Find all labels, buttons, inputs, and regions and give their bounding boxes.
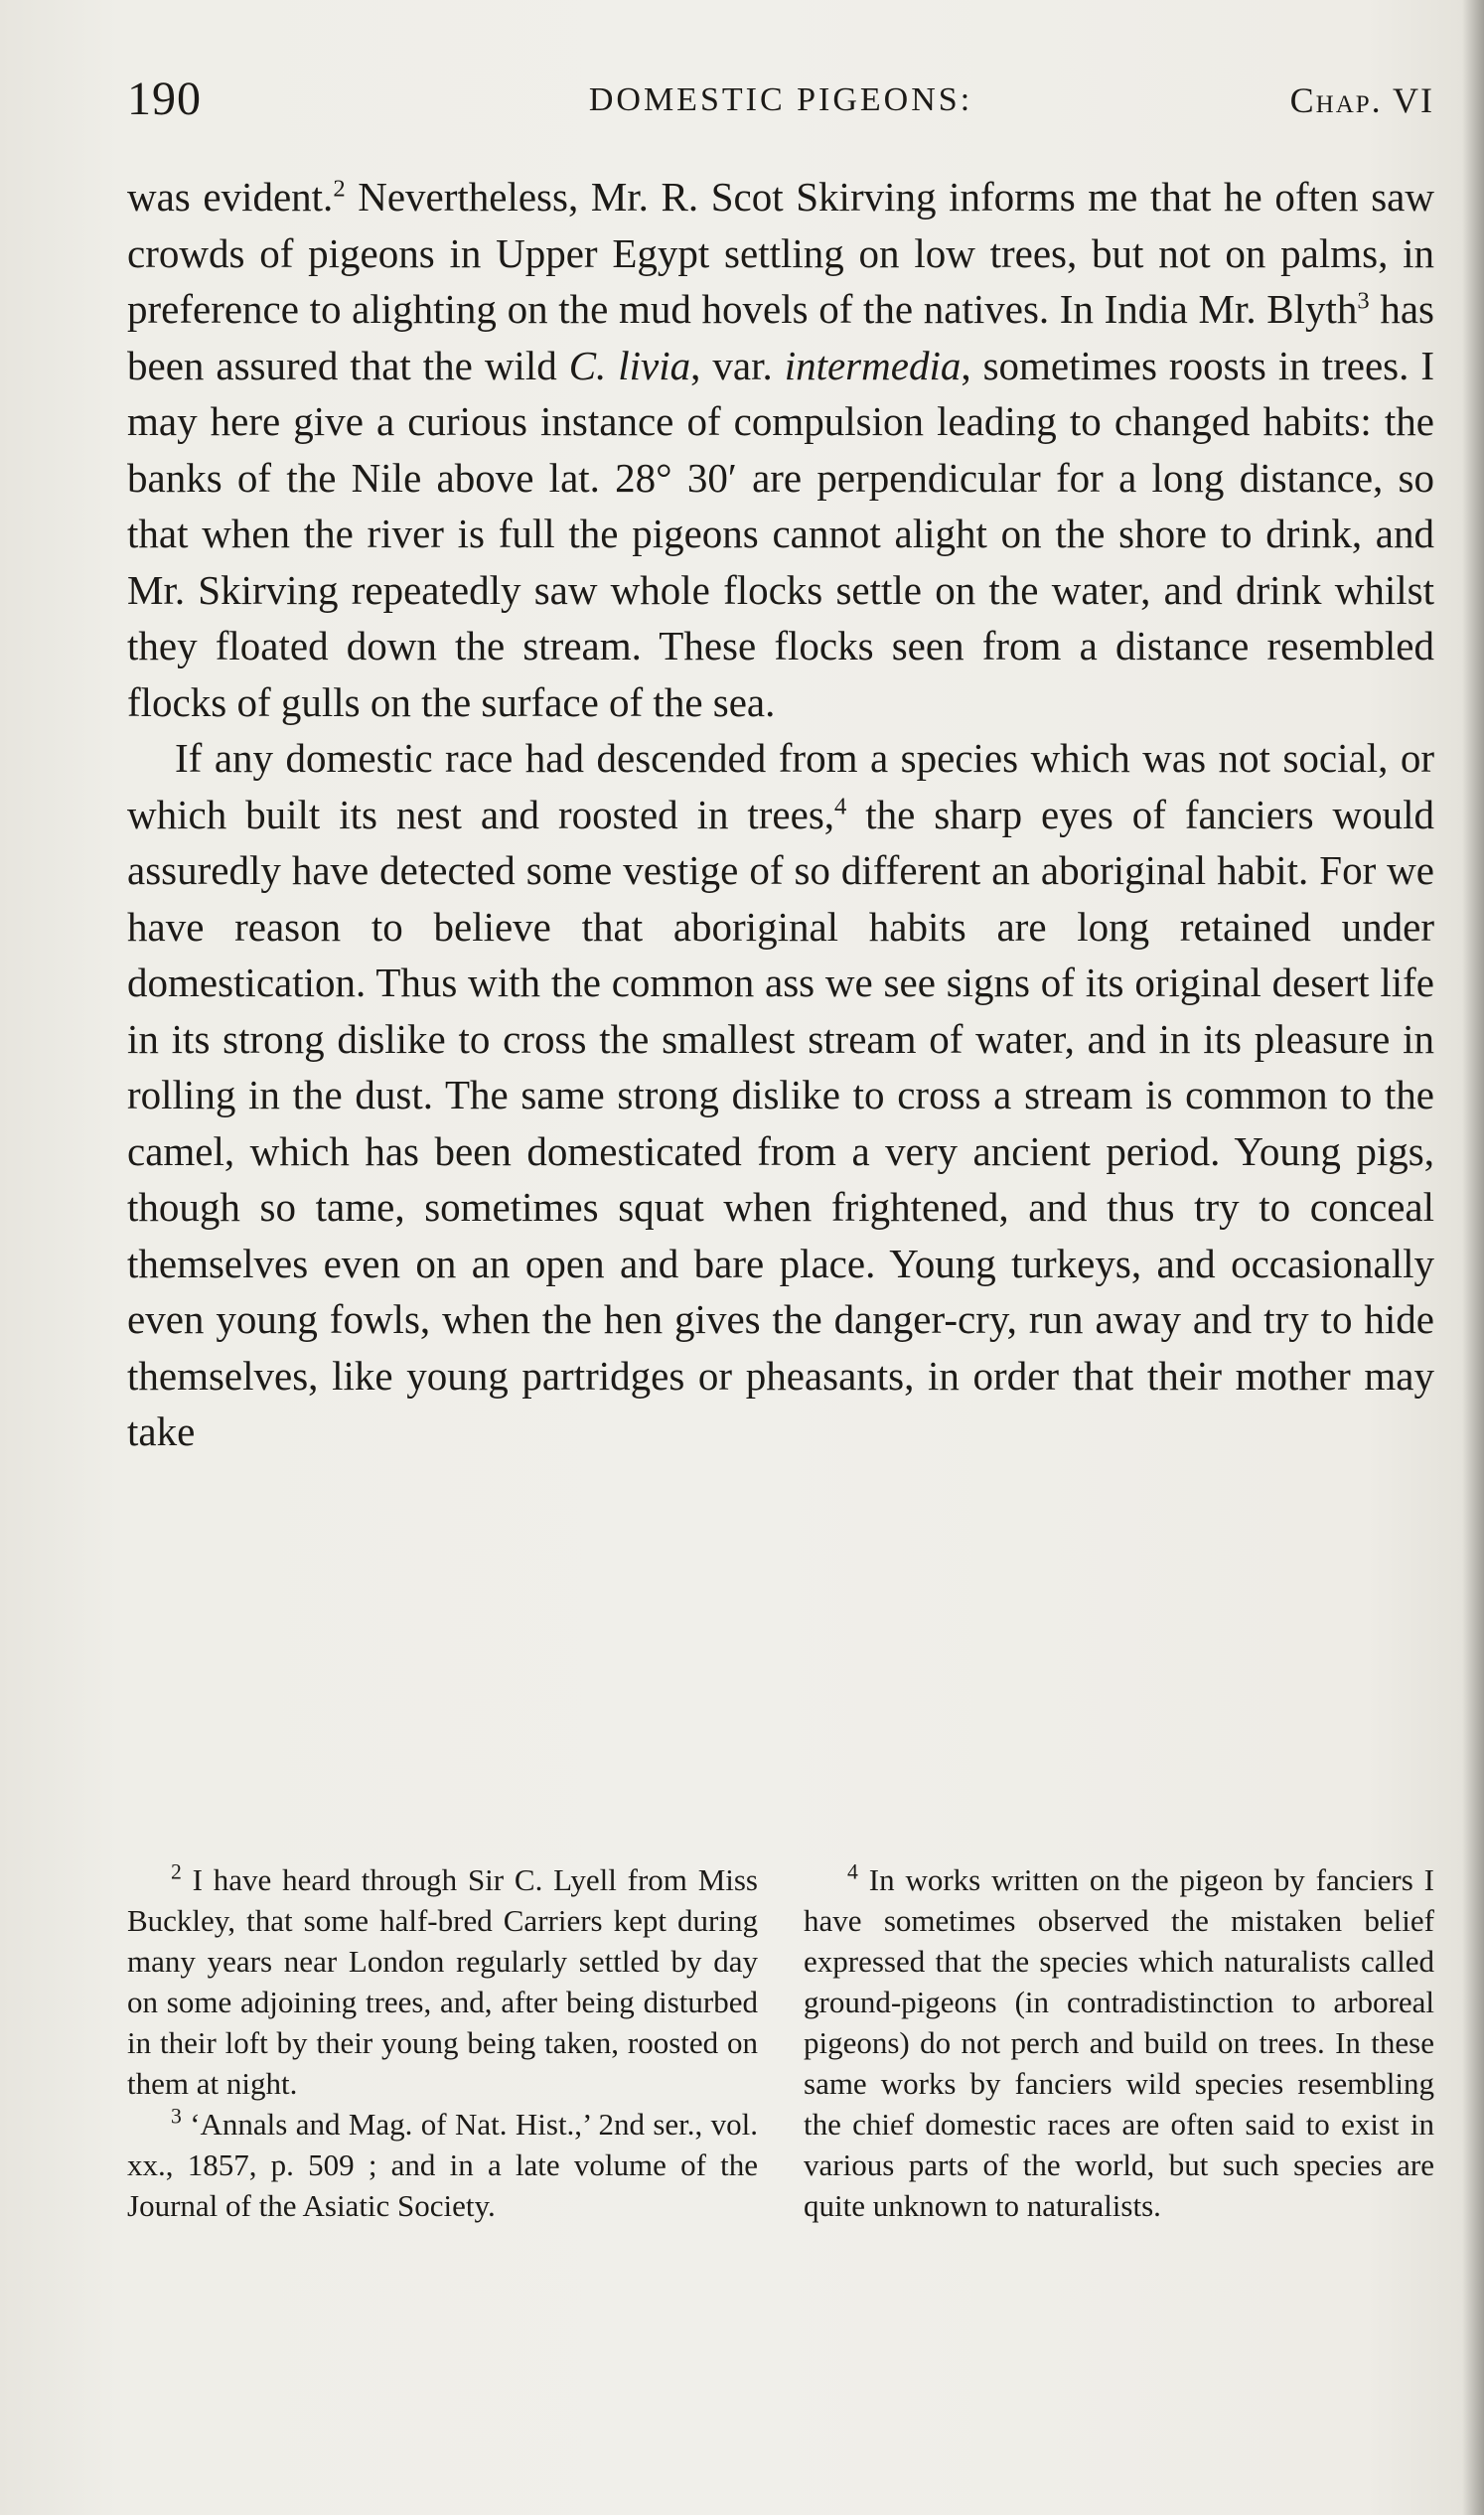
footnote-reference: 4 <box>834 792 847 819</box>
footnotes-right-column <box>804 1859 1434 2226</box>
footnotes-left-column <box>127 1859 758 2226</box>
variety-name: intermedia <box>784 342 962 388</box>
paragraph-1 <box>127 169 1434 730</box>
footnote-marker: 4 <box>847 1859 858 1884</box>
text-run: Nevertheless, Mr. R. Scot Skirving informs me that he often saw crowds of pigeons in Upper Egypt settling on low trees, but not on palms, in preference to alighting on the mud hovels of the natives. In India Mr. Blyth <box>127 174 1434 332</box>
footnotes <box>127 1859 1434 2226</box>
running-head <box>127 72 1434 131</box>
text-run: has been assured that the wild <box>127 286 1434 388</box>
footnote-text: ‘Annals and Mag. of Nat. Hist.,’ 2nd ser., vol. xx., 1857, p. 509 ; and in a late volume of the Journal of the Asiatic Society. <box>127 2107 758 2223</box>
main-text <box>127 169 1434 1460</box>
page-number: 190 <box>127 73 202 125</box>
text-run: , sometimes roosts in trees. I may here give a curious instance of compulsion leading to changed habits: the banks of the Nile above lat. 28° 30′ are perpendicular for a long distance, so that when the river is full the pigeons cannot alight on the shore to drink, and Mr. Skirving repeatedly saw whole flocks settle on the water, and drink whilst they floated down the stream. These flocks seen from a distance resembled flocks of gulls on the surface of the sea. <box>127 342 1434 725</box>
text-run: was evident. <box>127 174 334 220</box>
footnote-3 <box>127 2104 758 2226</box>
footnote-reference: 2 <box>333 175 346 203</box>
chapter-label: Chap. VI <box>1289 80 1434 120</box>
footnote-text: In works written on the pigeon by fanciers I have sometimes observed the mistaken belief expressed that the species which naturalists called ground-pigeons (in contradistinction to arboreal pigeons) do not perch and build on trees. In these same works by fanciers wild species resembling the chief domestic races are often said to exist in various parts of the world, but such species are quite unknown to naturalists. <box>804 1862 1434 2223</box>
text-run: , var. <box>690 342 785 388</box>
paragraph-2 <box>127 730 1434 1460</box>
footnote-4 <box>804 1859 1434 2226</box>
text-run: If any domestic race had descended from a species which was not social, or which built its nest and roosted in trees, <box>127 735 1434 837</box>
text-run: the sharp eyes of fanciers would assuredly have detected some vestige of so different an aboriginal habit. For we have reason to believe that aboriginal habits are long retained under domestication. Thus with the common ass we see signs of its original desert life in its strong dislike to cross the smallest stream of water, and in its pleasure in rolling in the dust. The same strong dislike to cross a stream is common to the camel, which has been domesticated from a very ancient period. Young pigs, though so tame, sometimes squat when frightened, and thus try to conceal themselves even on an open and bare place. Young turkeys, and occasionally even young fowls, when the hen gives the danger-cry, run away and try to hide themselves, like young partridges or pheasants, in order that their mother may take <box>127 791 1434 1454</box>
footnote-reference: 3 <box>1357 287 1370 315</box>
species-name: C. livia <box>568 342 691 388</box>
footnote-marker: 2 <box>171 1859 182 1884</box>
footnote-text: I have heard through Sir C. Lyell from Miss Buckley, that some half-bred Carriers kept during many years near London regularly settled by day on some adjoining trees, and, after being disturbed in their loft by their young being taken, roosted on them at night. <box>127 1862 758 2101</box>
footnote-2 <box>127 1859 758 2104</box>
footnote-marker: 3 <box>171 2104 182 2129</box>
running-title: DOMESTIC PIGEONS: <box>588 81 973 118</box>
